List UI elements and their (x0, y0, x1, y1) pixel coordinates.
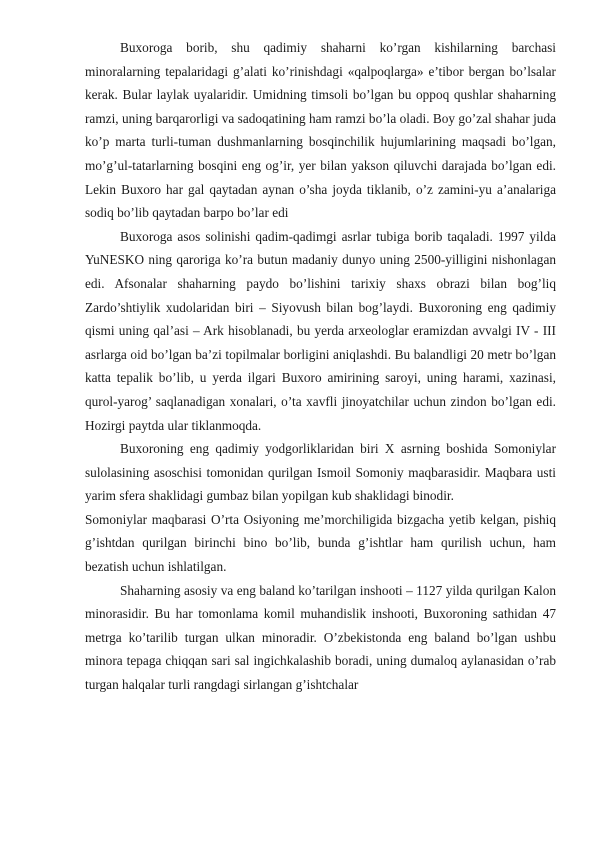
paragraph-laylak-uyalari: Buxoroga borib, shu qadimiy shaharni ko’rgan kishilarning barchasi minoralarning tepalaridagi g’alati ko’rinishdagi «qalpoqlarga» e’tibor bergan bo’lsalar kerak. Bular laylak uyalaridir. Umidning timsoli bo’lgan bu oppoq qushlar shaharning ramzi, uning barqarorligi va sadoqatining ham ramzi bo’la oladi. Boy go’zal shahar juda ko’p marta turli-tuman dushmanlarning bosqinchilik hujumlarining maqsadi bo’lgan, mo’g’ul-tatarlarning bosqini eng og’ir, yer bilan yakson qiluvchi darajada bo’lgan edi. Lekin Buxoro har gal qaytadan aynan o’sha joyda tiklanib, o’z zamini-yu a’analariga sodiq bo’lib qaytadan barpo bo’lar edi (85, 40, 556, 221)
paragraph-somoniylar-maqbarasi: Somoniylar maqbarasi O’rta Osiyoning me’morchiligida bizgacha yetib kelgan, pishiq g’ishtdan qurilgan birinchi bino bo’lib, bunda g’ishtlar ham qurilish uchun, ham bezatish uchun ishlatilgan. (85, 511, 556, 575)
document-page (85, 36, 556, 697)
paragraph-kalon-minorasi: Shaharning asosiy va eng baland ko’tarilgan inshooti – 1127 yilda qurilgan Kalon minorasidir. Bu har tomonlama komil muhandislik inshooti, Buxoroning sathidan 47 metrga ko’tarilib turgan ulkan minoradir. O’zbekistonda eng baland bo’lgan ushbu minora tepaga chiqqan sari sal ingichkalashib boradi, uning dumaloq aylanasidan o’rab turgan halqalar turli rangdagi sirlangan g’ishtchalar (85, 582, 556, 693)
paragraph-ismoil-somoniy: Buxoroning eng qadimiy yodgorliklaridan biri X asrning boshida Somoniylar sulolasining asoschisi tomonidan qurilgan Ismoil Somoniy maqbarasidir. Maqbara usti yarim sfera shaklidagi gumbaz bilan yopilgan kub shaklidagi binodir. (85, 441, 556, 504)
paragraph-buxoro-tarixi: Buxoroga asos solinishi qadim-qadimgi asrlar tubiga borib taqaladi. 1997 yilda YuNESKO ning qaroriga ko’ra butun madaniy dunyo uning 2500-yilligini nishonlagan edi. Afsonalar shaharning paydo bo’lishini tarixiy shaxs obrazi bilan bog’liq Zardo’shtiylik xudolaridan biri – Siyovush bilan bog’laydi. Buxoroning eng qadimiy qismi uning qal’asi – Ark hisoblanadi, bu yerda arxeologlar eramizdan avvalgi IV - III asrlarga oid bo’lgan ba’zi topilmalar borligini aniqlashdi. Bu balandligi 20 metr bo’lgan katta tepalik bo’lib, u yerda ilgari Buxoro amirining saroyi, uning harami, xazinasi, qurol-yarog’ saqlanadigan xonalari, o’ta xavfli jinoyatchilar uchun zindon bo’lgan edi. Hozirgi paytda ular tiklanmoqda. (85, 228, 556, 433)
